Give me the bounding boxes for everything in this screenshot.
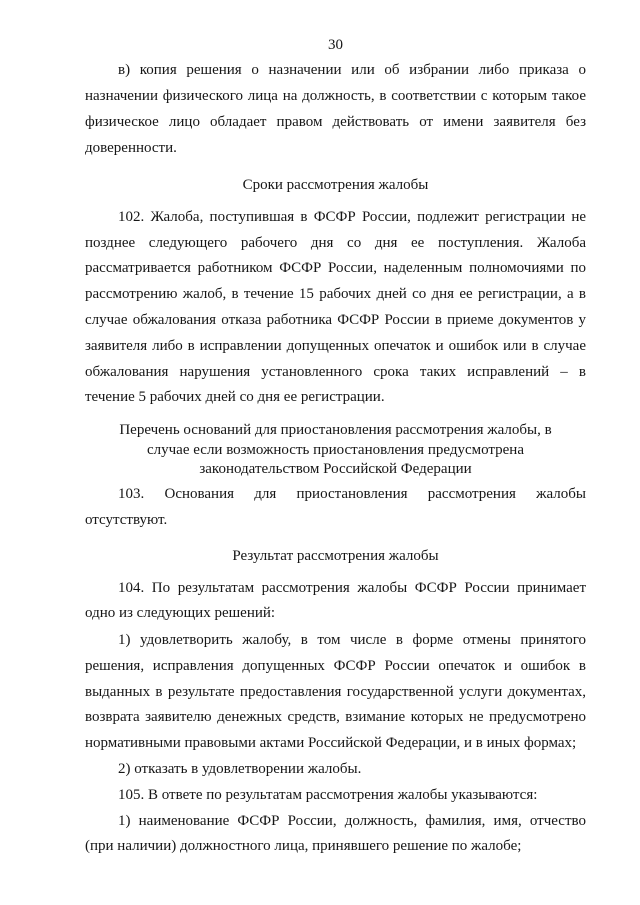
text-line: обжалования нарушения установленного срока таких исправлений – в bbox=[85, 364, 586, 380]
text-line: доверенности. bbox=[85, 140, 177, 156]
text-line: возврата заявителю денежных средств, взимание которых не предусмотрено bbox=[85, 709, 586, 725]
text-line: течение 5 рабочих дней со дня ее регистрации. bbox=[85, 389, 385, 405]
text-line: нормативными правовыми актами Российской Федерации, и в иных формах; bbox=[85, 735, 577, 751]
text-line: в) копия решения о назначении или об избрании либо приказа о bbox=[118, 62, 586, 78]
text-line: решения, исправления допущенных ФСФР России опечаток и ошибок в bbox=[85, 658, 586, 674]
page-number: 30 bbox=[328, 37, 343, 53]
text-line: 104. По результатам рассмотрения жалобы ФСФР России принимает bbox=[118, 580, 586, 596]
text-line: заявителя либо в исправлении допущенных опечаток и ошибок или в случае bbox=[85, 338, 586, 354]
text-line: одно из следующих решений: bbox=[85, 605, 276, 621]
text-line: позднее следующего рабочего дня со дня ее поступления. Жалоба bbox=[85, 235, 586, 251]
heading-line: Перечень оснований для приостановления рассмотрения жалобы, в bbox=[119, 422, 552, 438]
text-line: 102. Жалоба, поступившая в ФСФР России, подлежит регистрации не bbox=[118, 209, 586, 225]
item-104-2: 2) отказать в удовлетворении жалобы. bbox=[118, 761, 362, 777]
text-line: рассмотрению жалоб, в течение 15 рабочих дней со дня ее регистрации, а в bbox=[85, 286, 586, 302]
heading-line: законодательством Российской Федерации bbox=[199, 461, 472, 477]
text-line: 1) удовлетворить жалобу, в том числе в форме отмены принятого bbox=[118, 632, 586, 648]
text-line: физическое лицо обладает правом действовать от имени заявителя без bbox=[85, 114, 586, 130]
text-line: (при наличии) должностного лица, принявшего решение по жалобе; bbox=[85, 838, 522, 854]
section-heading-terms: Сроки рассмотрения жалобы bbox=[242, 177, 429, 193]
text-line: 1) наименование ФСФР России, должность, фамилия, имя, отчество bbox=[118, 813, 586, 829]
paragraph-105: 105. В ответе по результатам рассмотрения жалобы указываются: bbox=[118, 787, 538, 803]
text-line: 103. Основания для приостановления рассмотрения жалобы bbox=[118, 486, 586, 502]
text-line: отсутствуют. bbox=[85, 512, 168, 528]
text-line: назначении физического лица на должность, в соответствии с которым такое bbox=[85, 88, 586, 104]
text-line: случае обжалования отказа работника ФСФР России в приеме документов у bbox=[85, 312, 586, 328]
section-heading-result: Результат рассмотрения жалобы bbox=[232, 548, 439, 564]
text-line: выданных в результате предоставления государственной услуги документах, bbox=[85, 684, 586, 700]
text-line: рассматривается работником ФСФР России, наделенным полномочиями по bbox=[85, 260, 586, 276]
heading-line: случае если возможность приостановления предусмотрена bbox=[147, 442, 524, 458]
